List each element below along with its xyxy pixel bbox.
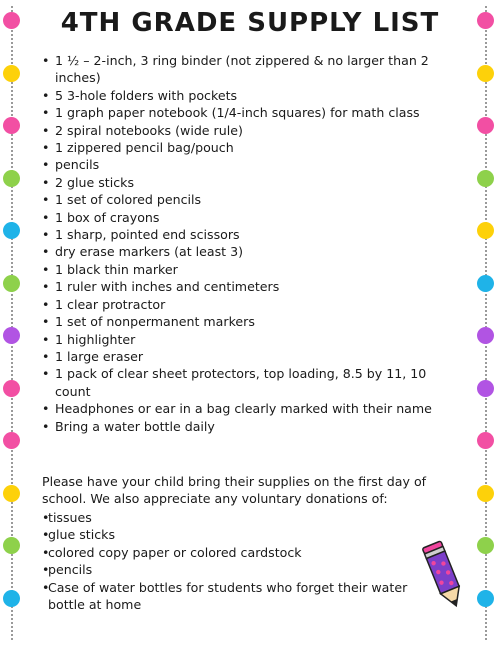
border-dot	[477, 327, 494, 344]
border-dot	[477, 537, 494, 554]
supply-item: • Bring a water bottle daily	[42, 418, 452, 435]
supply-item: • pencils	[42, 156, 452, 173]
donation-item: • pencils	[42, 561, 412, 578]
supply-item: • 1 box of crayons	[42, 209, 452, 226]
donation-item: • glue sticks	[42, 526, 412, 543]
border-dot	[3, 380, 20, 397]
border-dot	[477, 590, 494, 607]
border-dot	[477, 170, 494, 187]
border-dot	[3, 485, 20, 502]
supply-item: • Headphones or ear in a bag clearly marked with their name	[42, 400, 452, 417]
border-dot	[3, 222, 20, 239]
page-title: 4TH GRADE SUPPLY LIST	[60, 8, 440, 38]
supply-item: • 1 graph paper notebook (1/4-inch squares) for math class	[42, 104, 452, 121]
border-dot	[477, 65, 494, 82]
border-dot	[3, 275, 20, 292]
supply-item: • 1 highlighter	[42, 331, 452, 348]
donation-note: Please have your child bring their supplies on the first day of school. We also appreciate any voluntary donations of:	[42, 474, 427, 507]
border-dot	[477, 485, 494, 502]
supply-item: • 1 black thin marker	[42, 261, 452, 278]
donation-item: • colored copy paper or colored cardstock	[42, 544, 412, 561]
pencil-icon	[420, 540, 470, 615]
supply-item: • 1 ruler with inches and centimeters	[42, 278, 452, 295]
border-dot	[3, 170, 20, 187]
supply-item: • 1 clear protractor	[42, 296, 452, 313]
border-dot	[3, 327, 20, 344]
supply-item: • 2 glue sticks	[42, 174, 452, 191]
donation-item: • Case of water bottles for students who forget their water bottle at home	[42, 579, 412, 614]
border-dot	[477, 380, 494, 397]
border-dot	[477, 432, 494, 449]
supply-item: • 1 sharp, pointed end scissors	[42, 226, 452, 243]
border-dot	[3, 590, 20, 607]
donation-list	[42, 509, 412, 613]
donation-item: • tissues	[42, 509, 412, 526]
supply-item: • 1 set of colored pencils	[42, 191, 452, 208]
supply-item: • 5 3-hole folders with pockets	[42, 87, 452, 104]
supply-list	[42, 52, 452, 435]
supply-item: • 1 zippered pencil bag/pouch	[42, 139, 452, 156]
border-dot	[477, 222, 494, 239]
supply-item: • 1 set of nonpermanent markers	[42, 313, 452, 330]
supply-item: • 1 pack of clear sheet protectors, top loading, 8.5 by 11, 10 count	[42, 365, 452, 400]
supply-item: • 1 large eraser	[42, 348, 452, 365]
supply-item: • 2 spiral notebooks (wide rule)	[42, 122, 452, 139]
border-dot	[477, 117, 494, 134]
border-dot	[3, 117, 20, 134]
border-dot	[3, 432, 20, 449]
border-dot	[3, 65, 20, 82]
supply-item: • 1 ½ – 2-inch, 3 ring binder (not zippered & no larger than 2 inches)	[42, 52, 452, 87]
supply-item: • dry erase markers (at least 3)	[42, 243, 452, 260]
border-dot	[477, 275, 494, 292]
border-dot	[3, 537, 20, 554]
